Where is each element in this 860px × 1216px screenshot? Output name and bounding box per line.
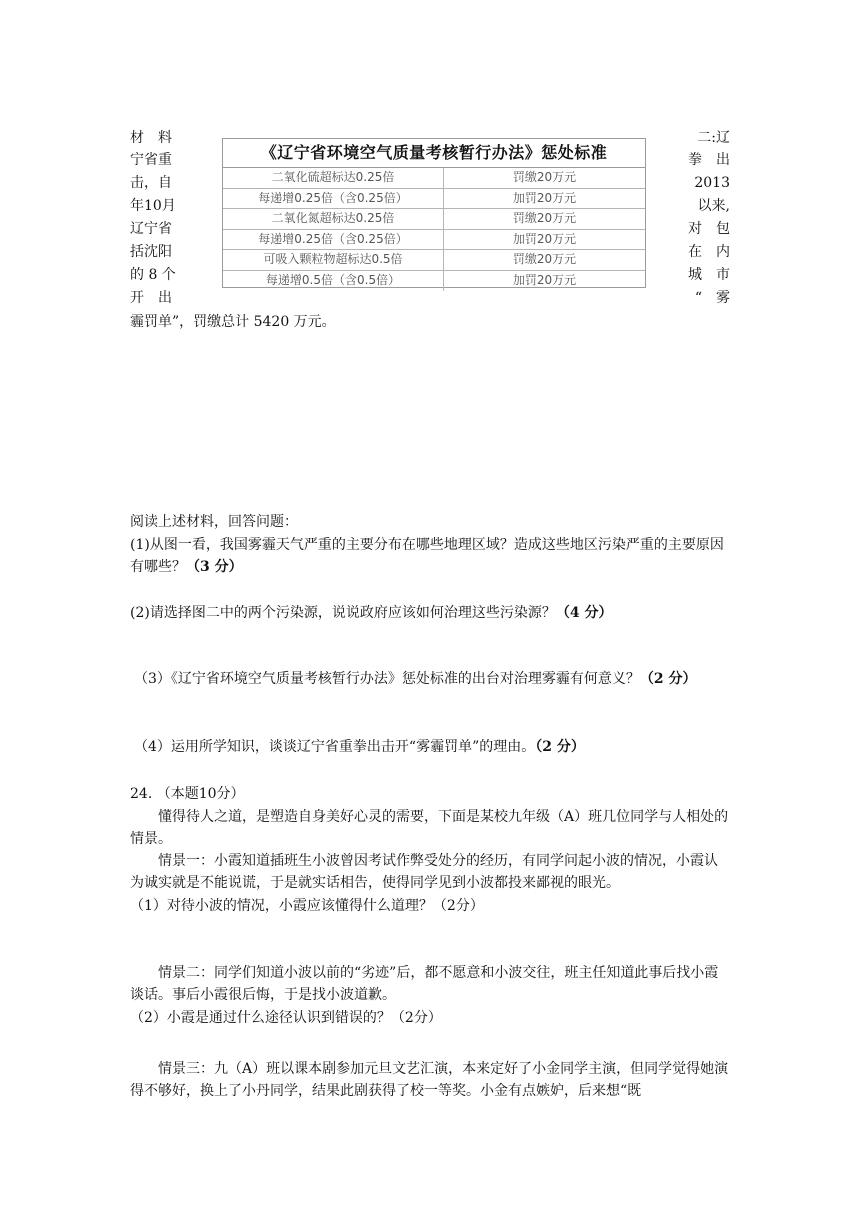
table-cell-item: 二氧化氮超标达0.25倍 [223, 209, 444, 229]
question-3-score: （2 分） [639, 671, 697, 687]
table-cell-item: 每递增0.25倍（含0.25倍） [223, 230, 444, 250]
table-cell-penalty: 加罚20万元 [512, 272, 577, 287]
material-right-line: 二:辽 [697, 130, 730, 146]
question-4-text: （4）运用所学知识，谈谈辽宁省重拳出击开“雾霾罚单”的理由。 [134, 739, 536, 755]
material-left-line: 括沈阳 [130, 244, 172, 260]
material-right-line: 城 市 [688, 267, 730, 283]
table-cell-item: 可吸入颗粒物超标达0.5倍 [223, 250, 444, 270]
table-cell-penalty: 加罚20万元 [512, 231, 577, 246]
questions-intro: 阅读上述材料，回答问题： [130, 514, 298, 530]
q24-scene-1: 情景一：小霞知道插班生小波曾因考试作弊受处分的经历，有同学问起小波的情况，小霞认为诚实就是不能说谎，于是就实话相告，使得同学见到小波都投来鄙视的眼光。 [130, 853, 718, 891]
table-row [223, 230, 645, 251]
material-right-line: 对 包 [688, 221, 730, 237]
material-left-line: 材 料 [130, 130, 172, 146]
material-left-line: 开 出 [130, 290, 172, 306]
question-4 [134, 736, 734, 758]
question-3 [134, 668, 744, 690]
penalty-standard-table [222, 138, 646, 288]
table-row [223, 189, 645, 210]
q24-question-1: （1）对待小波的情况，小霞应该懂得什么道理？（2分） [130, 898, 484, 914]
material-right-line: 在 内 [688, 244, 730, 260]
q24-scene-3: 情景三：九（A）班以课本剧参加元旦文艺汇演，本来定好了小金同学主演，但同学觉得她演得不够好，换上了小丹同学，结果此剧获得了校一等奖。小金有点嫉妒，后来想“既 [130, 1061, 729, 1099]
question-1-score: （3 分） [186, 559, 243, 575]
material-left-line: 击，自 [130, 175, 172, 191]
material-left-line: 的 8 个 [130, 267, 176, 283]
material-left-line: 辽宁省 [130, 221, 172, 237]
table-cell-penalty: 罚缴20万元 [512, 170, 577, 184]
material-tail: 霾罚单”，罚缴总计 5420 万元。 [130, 314, 336, 330]
table-cell-penalty: 罚缴20万元 [512, 252, 577, 267]
table-cell-item: 每递增0.5倍（含0.5倍） [223, 271, 444, 291]
material-right-line: 拳 出 [688, 152, 730, 168]
table-row [223, 250, 645, 271]
table-cell-penalty: 罚缴20万元 [512, 211, 577, 226]
question-1 [130, 534, 730, 578]
table-cell-item: 每递增0.25倍（含0.25倍） [223, 189, 444, 209]
question-3-text: （3）《辽宁省环境空气质量考核暂行办法》惩处标准的出台对治理雾霾有何意义？ [134, 671, 640, 687]
table-cell-penalty: 加罚20万元 [512, 190, 577, 205]
q24-scene-2: 情景二：同学们知道小波以前的“劣迹”后，都不愿意和小波交往，班主任知道此事后找小霞谈话。事后小霞很后悔，于是找小波道歉。 [130, 965, 719, 1003]
q24-question-2: （2）小霞是通过什么途径认识到错误的？（2分） [130, 1010, 442, 1026]
q24-intro: 懂得待人之道，是塑造自身美好心灵的需要，下面是某校九年级（A）班几位同学与人相处的情景。 [130, 809, 729, 847]
table-row [223, 209, 645, 230]
table-row [223, 168, 645, 189]
question-1-text: (1)从图一看，我国雾霾天气严重的主要分布在哪些地理区域？造成这些地区污染严重的主要原因有哪些？ [130, 537, 724, 575]
question-2 [130, 602, 730, 624]
material-left-line: 年10月 [130, 198, 176, 214]
table-row [223, 271, 645, 291]
material-left-line: 宁省重 [130, 152, 172, 168]
material-right-line: 2013 [694, 175, 730, 191]
question-2-text: (2)请选择图二中的两个污染源，说说政府应该如何治理这些污染源？ [130, 605, 556, 621]
question-2-score: （4 分） [555, 605, 613, 621]
material-right-line: “ 雾 [694, 290, 730, 306]
question-4-score: （2 分） [535, 739, 585, 755]
table-title: 《辽宁省环境空气质量考核暂行办法》惩处标准 [223, 139, 645, 168]
material-right-line: 以来, [697, 198, 730, 214]
table-cell-item: 二氧化硫超标达0.25倍 [223, 168, 444, 188]
q24-header: 24. （本题10分） [130, 786, 245, 802]
